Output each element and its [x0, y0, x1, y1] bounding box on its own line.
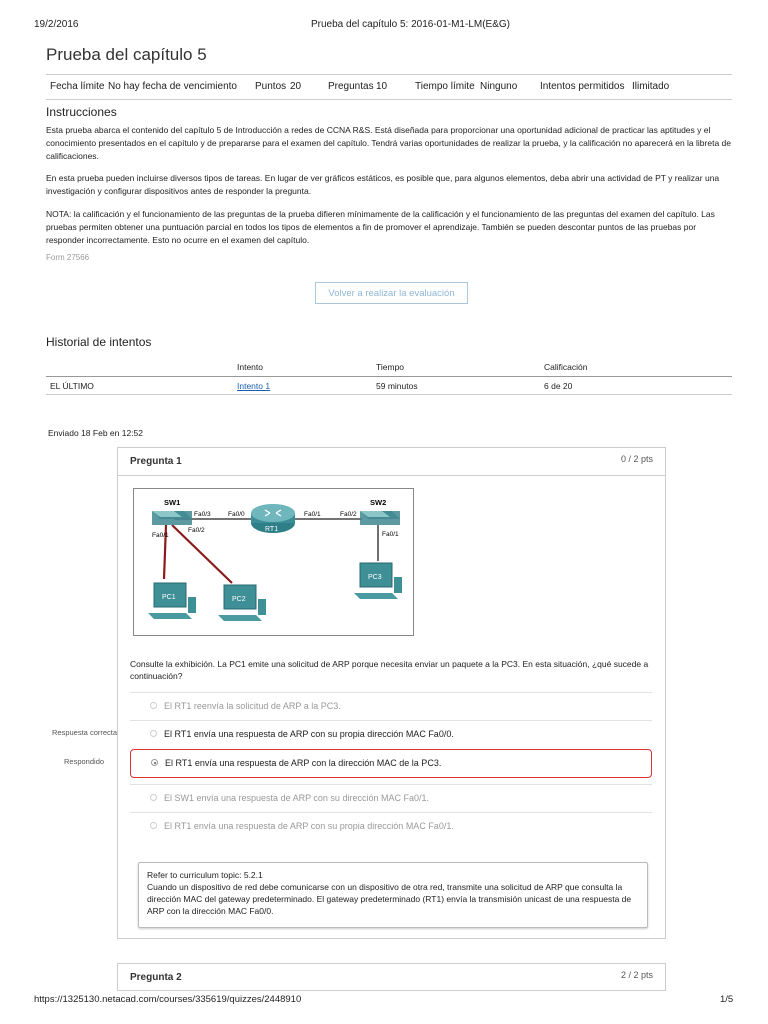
points-value: 20 — [290, 81, 302, 92]
answered-label: Respondido — [64, 757, 105, 766]
switch-sw2-icon — [360, 511, 400, 525]
question-2-points: 2 / 2 pts — [620, 970, 653, 980]
answer-option-1[interactable] — [130, 692, 652, 719]
submitted-timestamp: Enviado 18 Feb en 12:52 — [48, 428, 143, 438]
pc1-label: PC1 — [162, 594, 176, 601]
answer-option-2-label: El RT1 envía una respuesta de ARP con su propia dirección MAC Fa0/0. — [164, 729, 454, 739]
history-heading: Historial de intentos — [46, 335, 152, 349]
due-value: No hay fecha de vencimiento — [108, 81, 237, 92]
answer-option-1-label: El RT1 reenvía la solicitud de ARP a la PC3. — [164, 701, 341, 711]
radio-icon[interactable] — [150, 822, 157, 829]
answer-option-4[interactable] — [130, 784, 652, 811]
questions-value: 10 — [376, 81, 388, 92]
answer-option-5[interactable] — [130, 812, 652, 839]
rt1-label: RT1 — [265, 526, 279, 533]
questions-label: Preguntas — [328, 81, 374, 92]
form-id: Form 27566 — [46, 253, 90, 262]
answer-option-3-selected[interactable] — [130, 749, 652, 778]
rt1-fa00-label: Fa0/0 — [228, 511, 245, 518]
page-title: Prueba del capítulo 5 — [46, 45, 207, 64]
instructions-paragraph-2: En esta prueba pueden incluirse diversos tipos de tareas. En lugar de ver gráficos estáticos, es posible que, para algunos elementos, deba abrir una actividad de PT y realizar una investigación y configurar dispositivos antes de responder la pregunta. — [46, 173, 720, 196]
instructions-paragraph-3: NOTA: la calificación y el funcionamiento de las preguntas de la prueba difieren mínimamente de la calificación y el funcionamiento de las preguntas del examen del capítulo. Las pruebas permiten obtener una puntuación parcial en todos los tipos de elementos a fin de promover el aprendizaje. También se pueden descontar puntos de las pruebas por responder incorrectamente. Esto no ocurre en el examen del capítulo. — [46, 209, 715, 245]
pc3-label: PC3 — [368, 574, 382, 581]
switch-sw1-icon — [152, 511, 192, 525]
attempts-value: Ilimitado — [632, 81, 670, 92]
due-label: Fecha límite — [50, 81, 105, 92]
question-2-header — [118, 964, 665, 992]
time-limit-value: Ninguno — [480, 81, 518, 92]
sw2-fa01-label: Fa0/1 — [382, 531, 399, 538]
computer-pc1-icon — [148, 583, 196, 619]
points-label: Puntos — [255, 81, 287, 92]
history-col-time: Tiempo — [376, 362, 405, 372]
sw2-label: SW2 — [370, 498, 387, 507]
print-footer-page: 1/5 — [720, 994, 734, 1005]
radio-icon[interactable] — [150, 702, 157, 709]
print-date: 19/2/2016 — [34, 19, 79, 30]
sw1-fa01-label: Fa0/1 — [152, 532, 169, 539]
history-col-attempt: Intento — [237, 362, 263, 372]
sw1-fa02-label: Fa0/2 — [188, 527, 205, 534]
network-exhibit — [133, 488, 414, 636]
history-table-header — [46, 362, 732, 377]
history-row-time: 59 minutos — [376, 381, 418, 391]
time-limit-label: Tiempo límite — [415, 81, 475, 92]
answer-option-5-label: El RT1 envía una respuesta de ARP con su propia dirección MAC Fa0/1. — [164, 821, 454, 831]
sw1-fa03-label: Fa0/3 — [194, 511, 211, 518]
history-col-score: Calificación — [544, 362, 588, 372]
instructions-heading: Instrucciones — [46, 105, 117, 119]
sw2-fa02-label: Fa0/2 — [340, 511, 357, 518]
attempt-link[interactable]: Intento 1 — [237, 381, 271, 391]
feedback-box — [138, 862, 648, 928]
computer-pc2-icon — [218, 585, 266, 621]
question-2-card — [117, 963, 666, 991]
question-2-title: Pregunta 2 — [130, 972, 182, 983]
retake-quiz-button[interactable]: Volver a realizar la evaluación — [315, 282, 468, 304]
quiz-meta-bar — [46, 74, 732, 100]
history-row-score: 6 de 20 — [544, 381, 573, 391]
answer-option-4-label: El SW1 envía una respuesta de ARP con su dirección MAC Fa0/1. — [164, 793, 429, 803]
sw1-label: SW1 — [164, 498, 181, 507]
radio-icon[interactable] — [150, 794, 157, 801]
attempts-label: Intentos permitidos — [540, 81, 625, 92]
network-topology-diagram — [134, 489, 413, 635]
history-row-label: EL ÚLTIMO — [50, 381, 94, 391]
question-1-card — [117, 447, 666, 939]
print-footer-url: https://1325130.netacad.com/courses/335619/quizzes/2448910 — [34, 994, 302, 1005]
computer-pc3-icon — [354, 563, 402, 599]
correct-answer-label: Respuesta correcta — [52, 728, 118, 737]
question-1-points: 0 / 2 pts — [620, 454, 653, 464]
question-1-title: Pregunta 1 — [130, 456, 182, 467]
question-1-header — [118, 448, 665, 476]
print-window-title: Prueba del capítulo 5: 2016-01-M1-LM(E&G) — [311, 19, 510, 30]
instructions-paragraph-1: Esta prueba abarca el contenido del capítulo 5 de Introducción a redes de CCNA R&S. Está diseñada para proporcionar una oportunidad adicional de practicar las aptitudes y el conocimiento presentados en el capítulo y de prepararse para el examen del capítulo. Tendrá varias oportunidades de realizar la prueba, y la calificación no aparecerá en la libreta de calificaciones. — [46, 125, 731, 161]
radio-selected-icon[interactable] — [151, 759, 158, 766]
radio-icon[interactable] — [150, 730, 157, 737]
answer-option-2[interactable] — [130, 720, 652, 747]
answer-option-3-label: El RT1 envía una respuesta de ARP con la dirección MAC de la PC3. — [165, 758, 442, 768]
feedback-text: Cuando un dispositivo de red debe comunicarse con un dispositivo de otra red, transmite una solicitud de ARP que consulta la dirección MAC del gateway predeterminado. El gateway predeterminado (RT1) envía la transmisión unicast de una respuesta de ARP con la dirección MAC Fa0/0. — [147, 882, 632, 916]
table-row — [46, 378, 732, 395]
pc2-label: PC2 — [232, 596, 246, 603]
feedback-topic: Refer to curriculum topic: 5.2.1 — [147, 870, 263, 880]
question-1-text: Consulte la exhibición. La PC1 emite una solicitud de ARP porque necesita enviar un paquete a la PC3. En esta situación, ¿qué sucede a continuación? — [130, 659, 649, 681]
rt1-fa01-label: Fa0/1 — [304, 511, 321, 518]
